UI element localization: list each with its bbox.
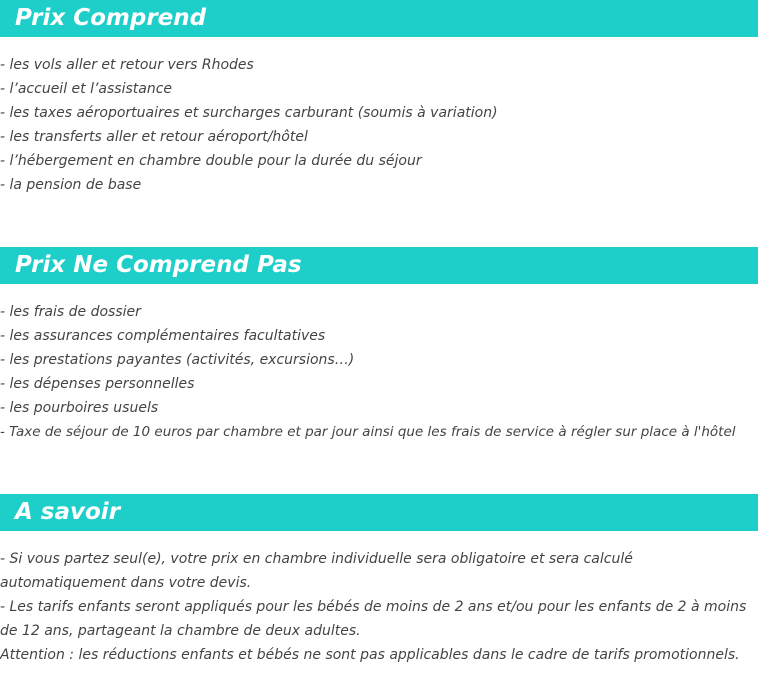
list-item: - les vols aller et retour vers Rhodes: [0, 57, 254, 73]
section-a-savoir: [0, 494, 758, 667]
list-item: - les frais de dossier: [0, 304, 141, 320]
excluded-list: [0, 300, 758, 444]
list-item: - les prestations payantes (activités, excursions…): [0, 352, 355, 368]
list-item: - l’accueil et l’assistance: [0, 81, 173, 97]
section-title: A savoir: [15, 499, 121, 525]
list-item: - Si vous partez seul(e), votre prix en chambre individuelle sera obligatoire et sera calculé automatiquement dans votre devis.: [0, 551, 633, 591]
list-item: - Taxe de séjour de 10 euros par chambre et par jour ainsi que les frais de service à régler sur place à l'hôtel: [0, 424, 736, 440]
list-item: - les pourboires usuels: [0, 400, 159, 416]
list-item: - les transferts aller et retour aéroport/hôtel: [0, 129, 308, 145]
list-item: - la pension de base: [0, 177, 142, 193]
list-item: Attention : les réductions enfants et bébés ne sont pas applicables dans le cadre de tarifs promotionnels.: [0, 647, 740, 663]
list-item: - les assurances complémentaires facultatives: [0, 328, 326, 344]
list-item: - les dépenses personnelles: [0, 376, 195, 392]
section-header: [0, 494, 758, 531]
list-item: - les taxes aéroportuaires et surcharges carburant (soumis à variation): [0, 105, 498, 121]
section-prix-ne-comprend-pas: [0, 247, 758, 444]
section-prix-comprend: [0, 0, 758, 197]
list-item: - Les tarifs enfants seront appliqués pour les bébés de moins de 2 ans et/ou pour les enfants de 2 à moins de 12 ans, partageant la chambre de deux adultes.: [0, 599, 747, 639]
included-list: [0, 53, 758, 197]
section-title: Prix Ne Comprend Pas: [15, 252, 302, 278]
section-header: [0, 0, 758, 37]
section-header: [0, 247, 758, 284]
section-title: Prix Comprend: [15, 5, 207, 31]
notes-list: [0, 547, 758, 667]
list-item: - l’hébergement en chambre double pour la durée du séjour: [0, 153, 422, 169]
